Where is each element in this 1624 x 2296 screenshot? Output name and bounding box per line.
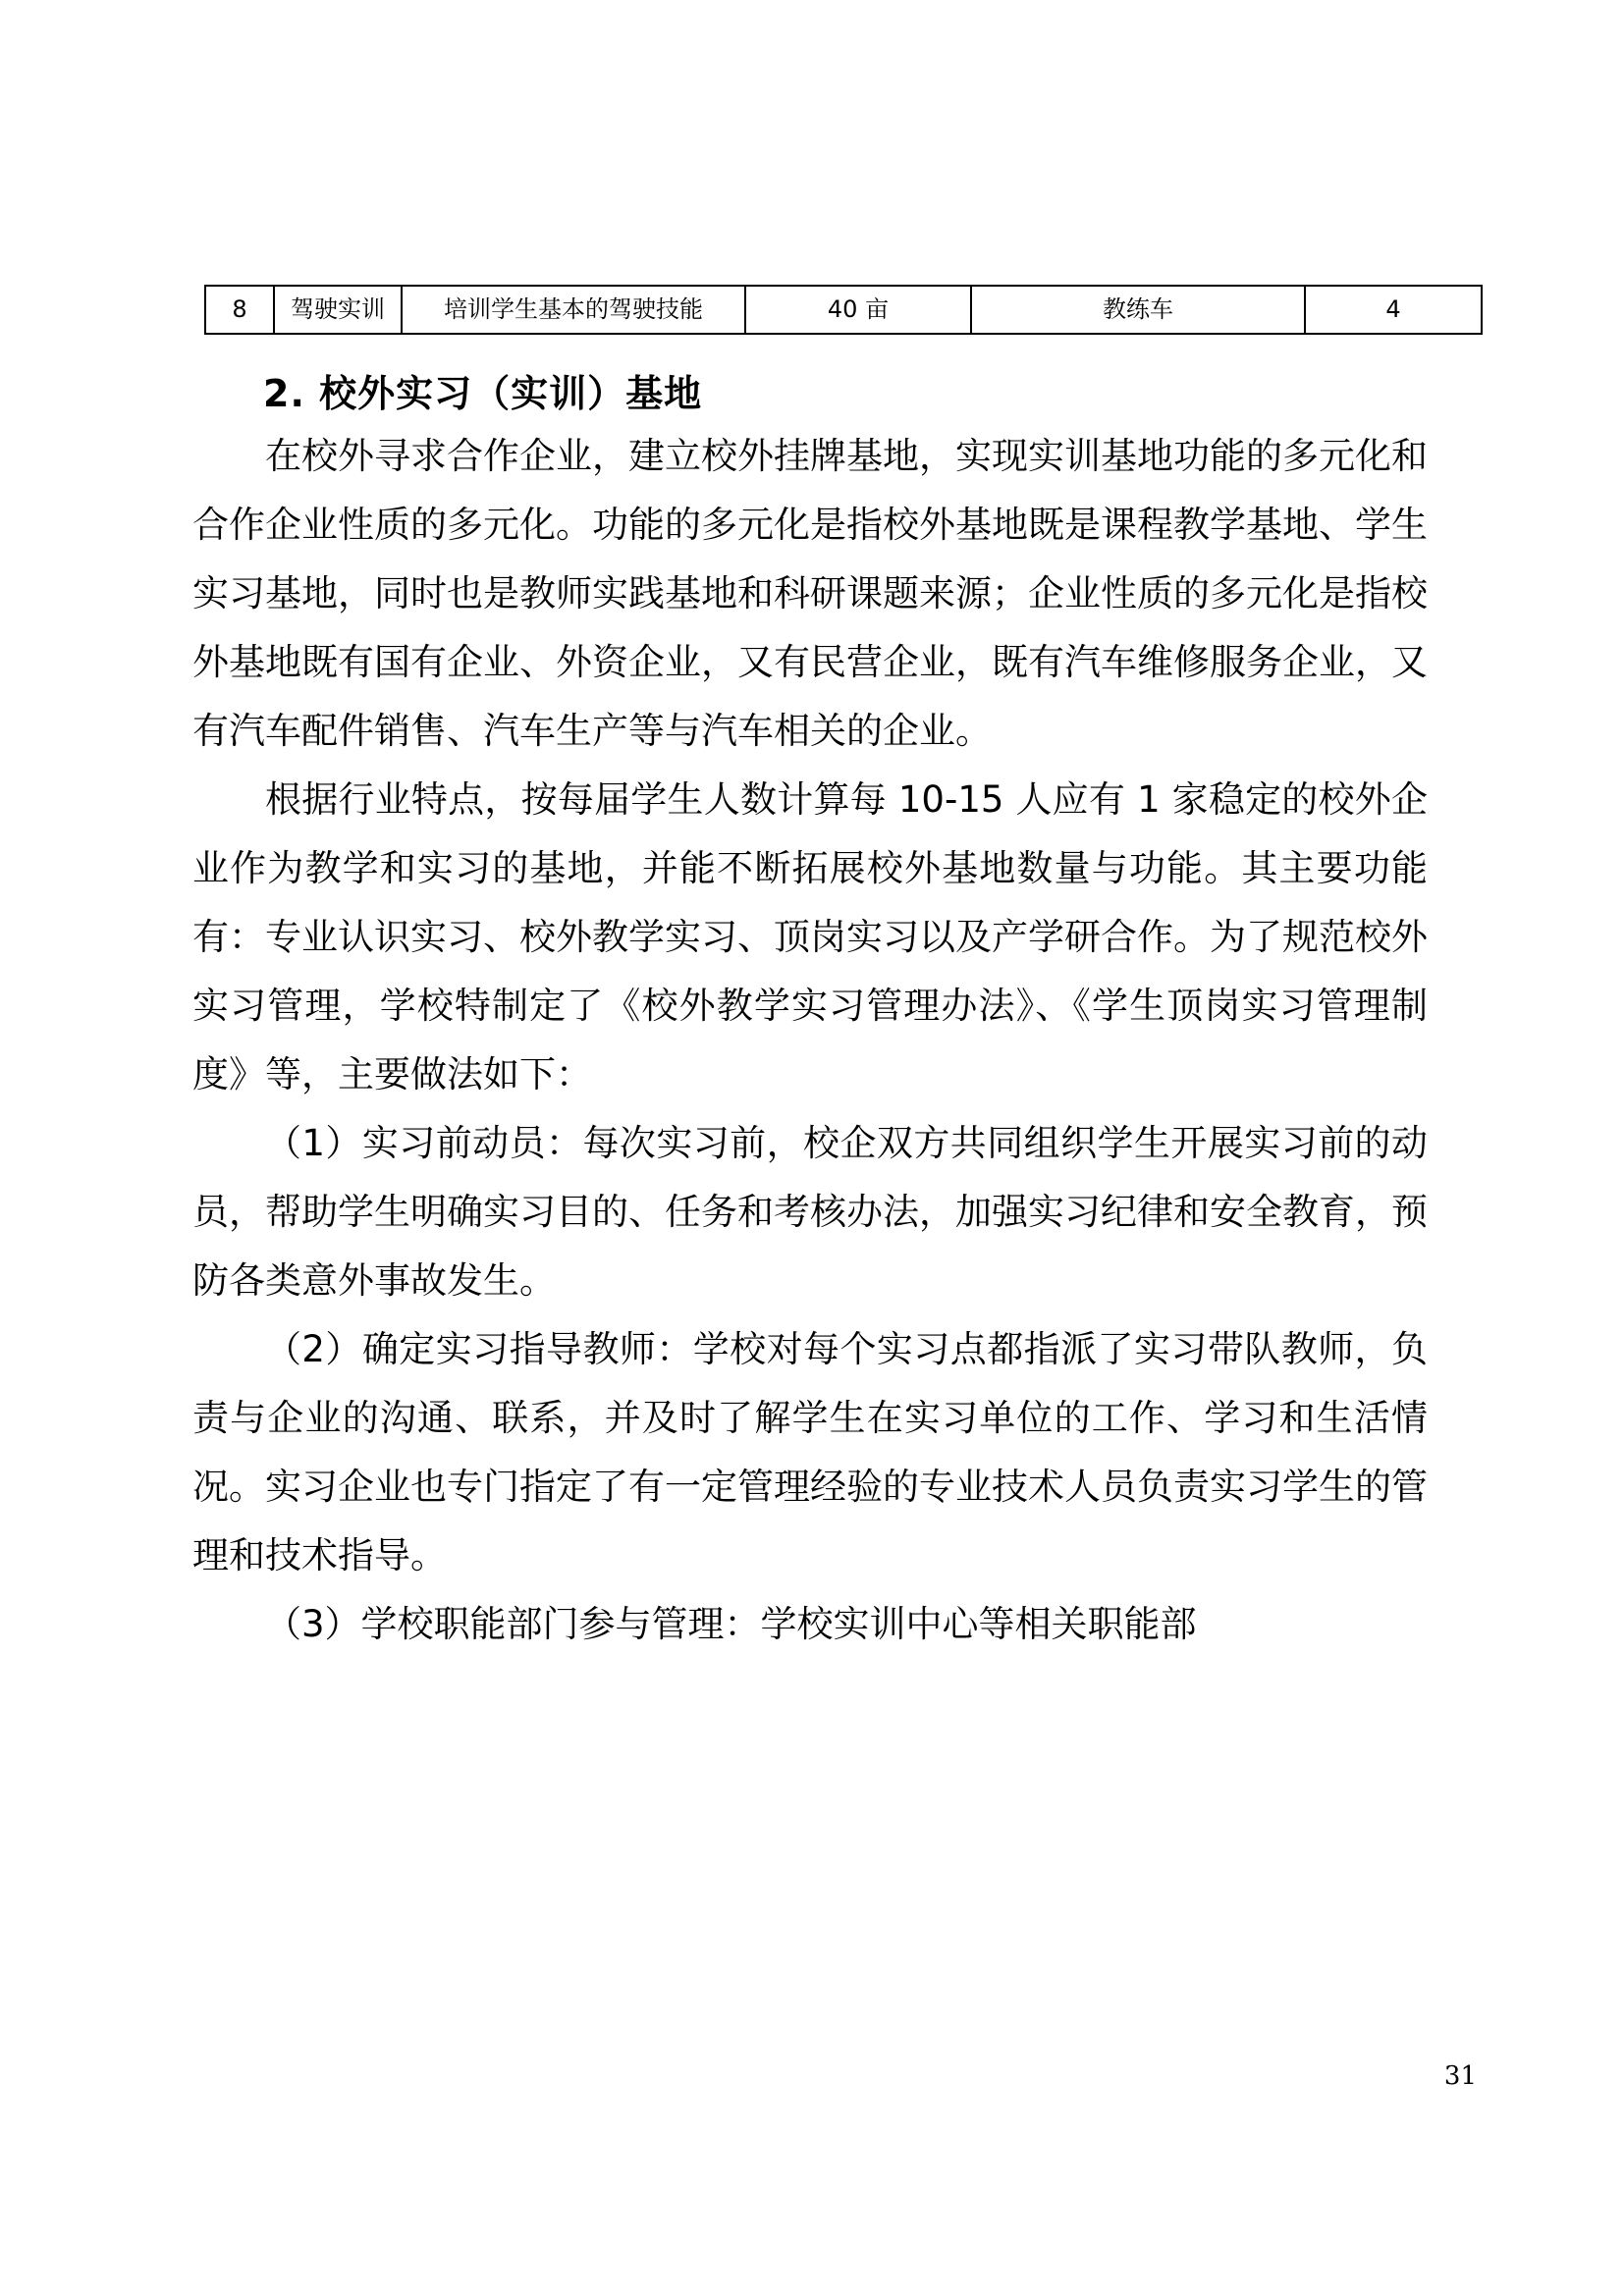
page-number: 31: [1443, 2061, 1477, 2091]
paragraph-4: （2）确定实习指导教师：学校对每个实习点都指派了实习带队教师，负责与企业的沟通、联系，并及时了解学生在实习单位的工作、学习和生活情况。实习企业也专门指定了有一定管理经验的专业技术人员负责实习学生的管理和技术指导。: [192, 1328, 1428, 1576]
section-heading: 2. 校外实习（实训）基地: [263, 372, 703, 415]
paragraph-1: 在校外寻求合作企业，建立校外挂牌基地，实现实训基地功能的多元化和合作企业性质的多元化。功能的多元化是指校外基地既是课程教学基地、学生实习基地，同时也是教师实践基地和科研课题来源；企业性质的多元化是指校外基地既有国有企业、外资企业，又有民营企业，既有汽车维修服务企业，又有汽车配件销售、汽车生产等与汽车相关的企业。: [192, 435, 1428, 752]
cell-area: 40 亩: [745, 286, 971, 334]
cell-no: 8: [205, 286, 274, 334]
table-row: [205, 286, 1482, 334]
paragraph-3: （1）实习前动员：每次实习前，校企双方共同组织学生开展实习前的动员，帮助学生明确实习目的、任务和考核办法，加强实习纪律和安全教育，预防各类意外事故发生。: [192, 1122, 1428, 1302]
paragraph-5: （3）学校职能部门参与管理：学校实训中心等相关职能部: [265, 1603, 1197, 1645]
cell-function: 培训学生基本的驾驶技能: [402, 286, 745, 334]
cell-name: 驾驶实训: [274, 286, 402, 334]
table: [204, 285, 1483, 335]
table-body: [205, 286, 1482, 334]
cell-equipment: 教练车: [971, 286, 1305, 334]
body-text: [192, 422, 1428, 1659]
cell-count: 4: [1305, 286, 1482, 334]
paragraph-2: 根据行业特点，按每届学生人数计算每 10-15 人应有 1 家稳定的校外企业作为教学和实习的基地，并能不断拓展校外基地数量与功能。其主要功能有：专业认识实习、校外教学实习、顶岗实习以及产学研合作。为了规范校外实习管理，学校特制定了《校外教学实习管理办法》、《学生顶岗实习管理制度》等，主要做法如下：: [192, 778, 1428, 1095]
practice-base-table: [204, 285, 1422, 335]
